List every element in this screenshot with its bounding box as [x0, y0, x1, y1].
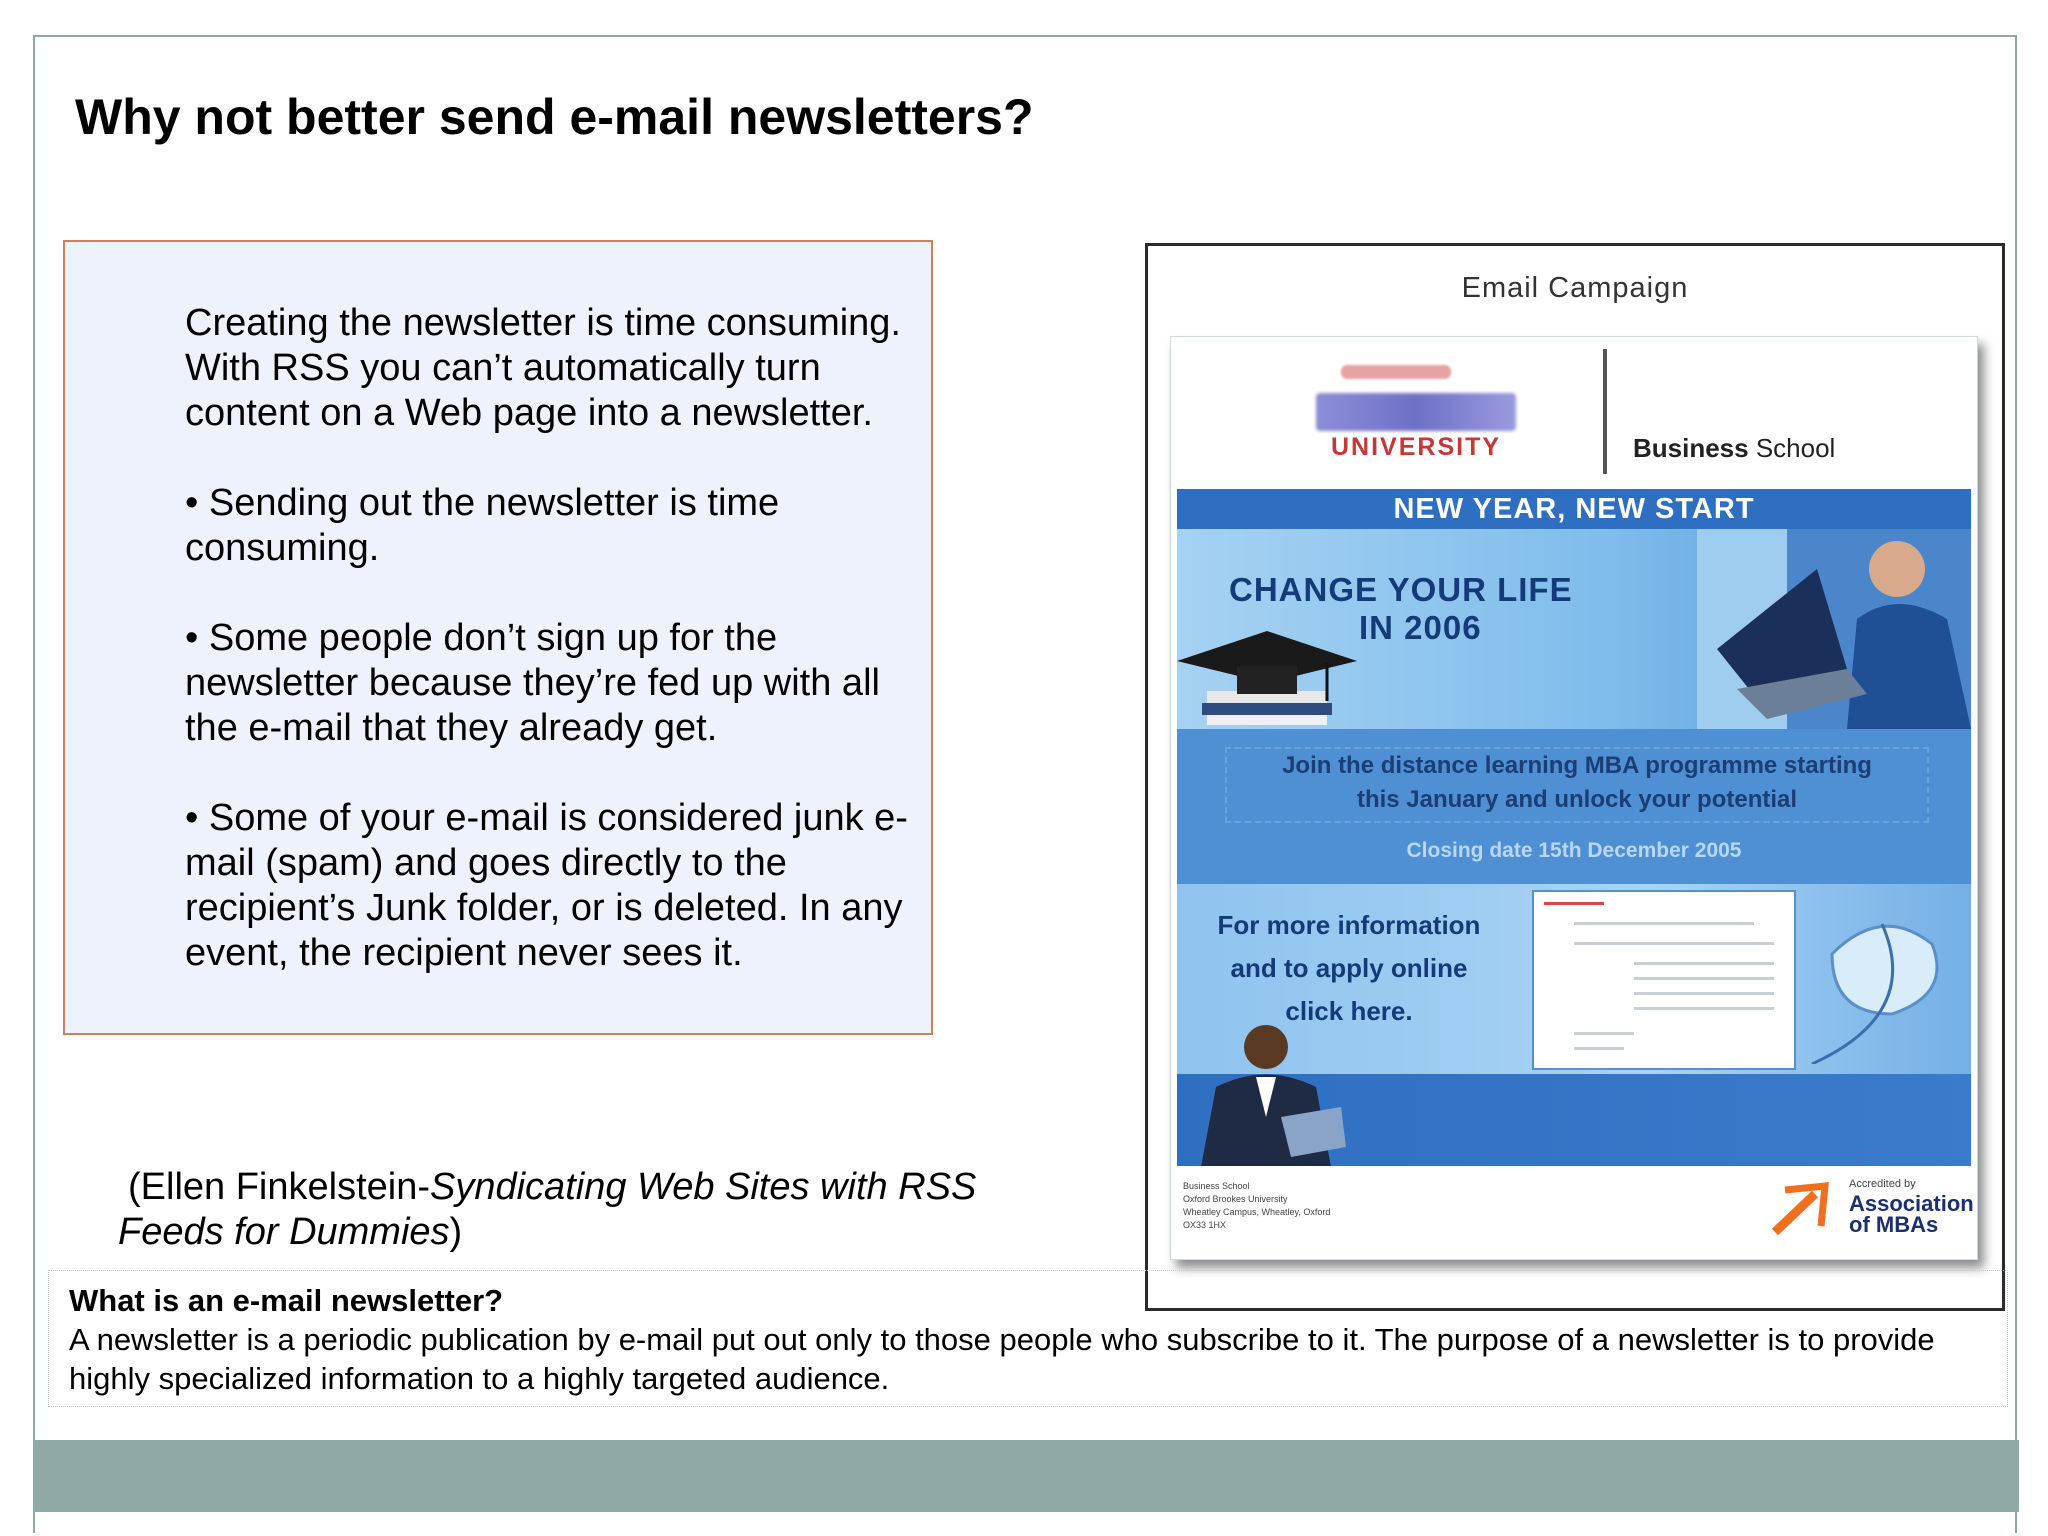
newsletter-banner: NEW YEAR, NEW START: [1177, 489, 1971, 529]
citation-book-title: Syndicating Web Sites with RSS: [430, 1166, 977, 1208]
logo-university-text: UNIVERSITY: [1331, 433, 1502, 461]
newsletter-info: [1177, 729, 1971, 884]
info-text: Join the distance learning MBA programme starting this January and unlock your potential: [1225, 747, 1929, 823]
definition-heading: What is an e-mail newsletter?: [69, 1283, 504, 1318]
definition-body: A newsletter is a periodic publication by e-mail put out only to those people who subscribe to it. The purpose of a newsletter is to provide highly specialized information to a highly targeted audience.: [69, 1322, 1935, 1396]
newsletter-footer: [1177, 1166, 1974, 1256]
citation-close: ): [449, 1211, 463, 1253]
bullet-item: • Some of your e-mail is considered junk e-mail (spam) and goes directly to the recipient’s Junk folder, or is deleted. In any event, the recipient never sees it.: [185, 797, 908, 974]
citation-author: (Ellen Finkelstein-: [128, 1166, 430, 1208]
bullet-item: • Some people don’t sign up for the newsletter because they’re fed up with all the e-mail that they already get.: [185, 617, 880, 749]
amba-arrow-icon: [1767, 1182, 1837, 1238]
newsletter-hero: [1177, 529, 1971, 729]
logo-brookes-mark: [1316, 393, 1516, 431]
more-info-text: For more information and to apply online click here.: [1217, 910, 1481, 1026]
slide-title: Why not better send e-mail newsletters?: [75, 89, 1034, 145]
computer-mouse-icon: [1802, 894, 1962, 1064]
definition-box: [48, 1270, 2008, 1407]
bullet-item: Creating the newsletter is time consuming. With RSS you can’t automatically turn content on a Web page into a newsletter.: [185, 302, 901, 434]
amba-logo-text: Association of MBAs: [1849, 1191, 1974, 1237]
email-campaign-figure: [1145, 243, 2005, 1311]
laptop-person-photo: [1697, 529, 1971, 729]
logo-divider: [1603, 349, 1607, 474]
businessman-photo: [1181, 1017, 1351, 1167]
footer-band: [33, 1440, 2019, 1512]
newsletter-logo-bar: [1171, 337, 1977, 487]
bullet-item: • Sending out the newsletter is time consuming.: [185, 482, 780, 569]
newsletter-image: [1170, 336, 1978, 1260]
figure-caption: Email Campaign: [1461, 272, 1689, 304]
accredited-label: Accredited by: [1849, 1178, 1916, 1190]
logo-business-school: Business School: [1633, 433, 1836, 463]
logo-oxford-mark: [1341, 365, 1451, 379]
closing-date: Closing date 15th December 2005: [1406, 839, 1742, 862]
citation: [118, 1165, 1118, 1255]
citation-book-title-cont: Feeds for Dummies: [118, 1211, 450, 1253]
hero-headline: CHANGE YOUR LIFE IN 2006: [1229, 571, 1573, 646]
school-address: Business School Oxford Brookes University Wheatley Campus, Wheatley, Oxford OX33 1HX: [1183, 1181, 1331, 1230]
website-screenshot: [1532, 890, 1796, 1070]
bullet-list: [185, 301, 925, 1021]
